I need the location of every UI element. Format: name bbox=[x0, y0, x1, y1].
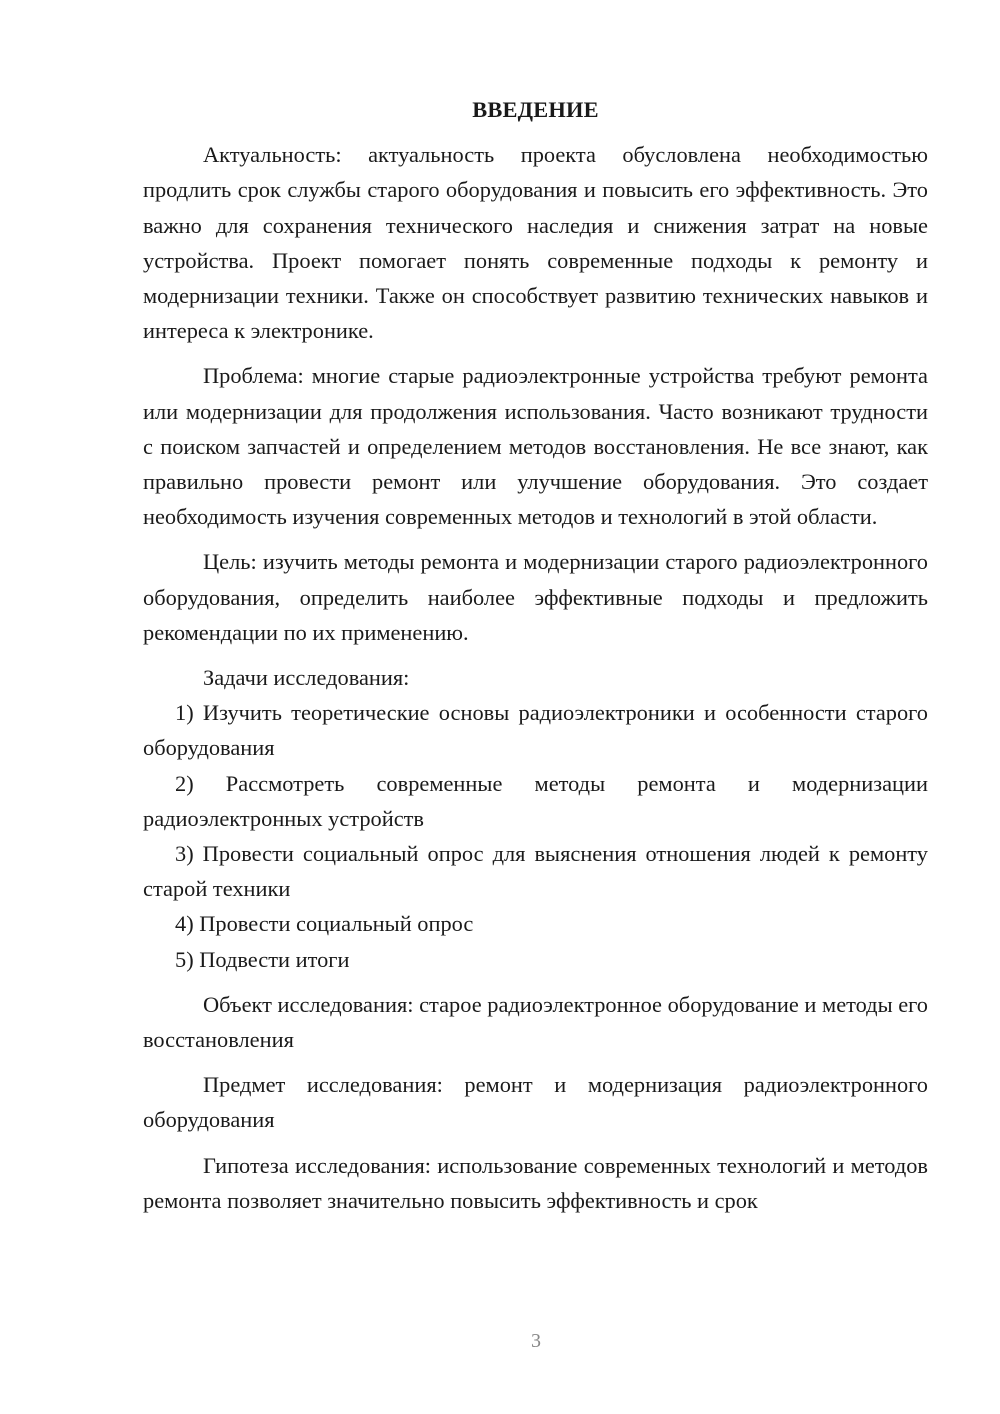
task-item: 2) Рассмотреть современные методы ремонта и модернизации радиоэлектронных устройств bbox=[143, 770, 928, 831]
task-item: 3) Провести социальный опрос для выяснения отношения людей к ремонту старой техники bbox=[143, 841, 928, 902]
paragraph-subject: Предмет исследования: ремонт и модернизация радиоэлектронного оборудования bbox=[143, 1072, 928, 1133]
page-number: 3 bbox=[531, 1330, 541, 1352]
paragraph-goal: Цель: изучить методы ремонта и модернизации старого радиоэлектронного оборудования, определить наиболее эффективные подходы и предложить рекомендации по их применению. bbox=[143, 549, 928, 645]
tasks-title: Задачи исследования: bbox=[203, 665, 410, 691]
paragraph-relevance: Актуальность: актуальность проекта обусловлена необходимостью продлить срок службы старого оборудования и повысить его эффективность. Это важно для сохранения технического наследия и снижения затрат на новые устройства. Проект помогает понять современные подходы к ремонту и модернизации техники. Также он способствует развитию технических навыков и интереса к электронике. bbox=[143, 142, 928, 344]
paragraph-hypothesis: Гипотеза исследования: использование современных технологий и методов ремонта позволяет значительно повысить эффективность и срок bbox=[143, 1152, 928, 1213]
task-item: 1) Изучить теоретические основы радиоэлектроники и особенности старого оборудования bbox=[143, 700, 928, 761]
paragraph-problem: Проблема: многие старые радиоэлектронные устройства требуют ремонта или модернизации для продолжения использования. Часто возникают трудности с поиском запчастей и определением методов восстановления. Не все знают, как правильно провести ремонт или улучшение оборудования. Это создает необходимость изучения современных методов и технологий в этой области. bbox=[143, 363, 928, 530]
section-heading: ВВЕДЕНИЕ bbox=[472, 97, 599, 122]
task-item: 4) Провести социальный опрос bbox=[175, 911, 474, 937]
paragraph-object: Объект исследования: старое радиоэлектронное оборудование и методы его восстановления bbox=[143, 991, 928, 1053]
page-content bbox=[143, 92, 928, 1218]
task-item: 5) Подвести итоги bbox=[175, 946, 350, 972]
